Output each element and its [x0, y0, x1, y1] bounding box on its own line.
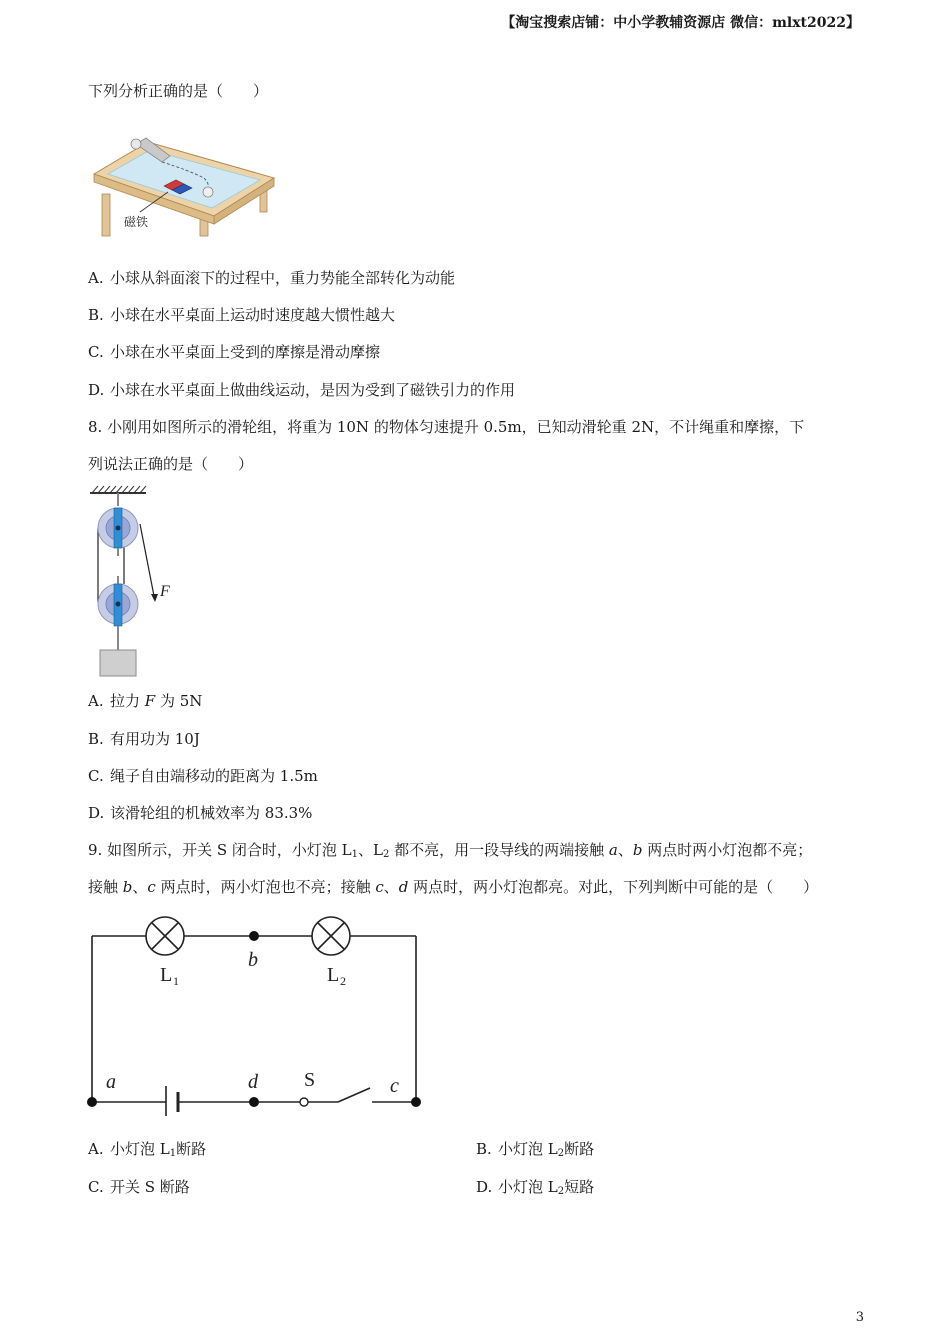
table-leg-left: [102, 194, 110, 236]
option-letter: A.: [88, 269, 104, 287]
label-s: S: [304, 1069, 316, 1091]
option-letter: D.: [88, 804, 105, 822]
node-b: [249, 931, 259, 941]
q7-option-d[interactable]: [88, 380, 515, 400]
option-letter: A.: [88, 692, 104, 710]
label-a: a: [106, 1071, 116, 1093]
label-l1: L: [160, 964, 173, 986]
q9-option-d[interactable]: D. 小灯泡 $L_2$短路: [476, 1178, 595, 1197]
option-letter: D.: [88, 381, 105, 399]
q8-option-a[interactable]: [88, 691, 202, 711]
node-c: [411, 1097, 421, 1107]
q8-stem-line1: 8. 小刚用如图所示的滑轮组，将重为 10N 的物体匀速提升 0.5m，已知动滑轮重 2N，不计绳重和摩擦，下: [88, 418, 805, 436]
option-text: 为 5N: [155, 692, 203, 710]
option-text: 小球在水平桌面上做曲线运动，是因为受到了磁铁引力的作用: [110, 381, 516, 399]
ball-end: [203, 187, 213, 197]
label-l2: L: [327, 964, 340, 986]
q7-option-b[interactable]: [88, 305, 395, 325]
q9-option-b[interactable]: B. 小灯泡 $L_2$断路: [476, 1140, 595, 1159]
rope-free-end: [140, 524, 154, 596]
ball-start: [131, 139, 141, 149]
q8-option-d[interactable]: [88, 803, 312, 823]
q7-option-c[interactable]: [88, 342, 380, 362]
label-l1-sub: 1: [173, 974, 179, 988]
option-letter: B.: [88, 730, 104, 748]
switch-lever: [338, 1088, 370, 1102]
option-text: 该滑轮组的机械效率为 83.3%: [110, 804, 313, 822]
option-letter: C.: [88, 343, 104, 361]
q9-stem-line1: 9. 如图所示，开关 S 闭合时，小灯泡 $L_1$、$L_2$ 都不亮，用一段导线的两端接触 a、b 两点时两小灯泡都不亮；: [88, 841, 813, 860]
label-d: d: [248, 1071, 258, 1093]
q7-figure: [88, 132, 278, 238]
option-text: 有用功为 10J: [110, 730, 200, 748]
option-letter: C.: [88, 767, 104, 785]
option-text: 小球从斜面滚下的过程中，重力势能全部转化为动能: [110, 269, 456, 287]
ceiling-hatch: [92, 486, 146, 493]
label-b: b: [248, 949, 258, 971]
page-number: 3: [855, 1310, 864, 1325]
node-a: [87, 1097, 97, 1107]
q8-option-c[interactable]: [88, 766, 318, 786]
page-header: 【淘宝搜索店铺：中小学教辅资源店 微信：mlxt2022】: [501, 15, 860, 31]
switch-pivot: [300, 1098, 308, 1106]
force-arrow-head: [151, 594, 158, 602]
q9-stem-line2: 接触 b、c 两点时，两小灯泡也不亮；接触 c、d 两点时，两小灯泡都亮。对此，下列判断中可能的是（ ）: [88, 878, 819, 896]
q7-stem: 下列分析正确的是（ ）: [88, 82, 269, 100]
option-text: 小球在水平桌面上受到的摩擦是滑动摩擦: [110, 343, 381, 361]
q7-option-a[interactable]: [88, 268, 455, 288]
q9-option-a[interactable]: A. 小灯泡 $L_1$断路: [88, 1140, 207, 1159]
label-l2-sub: 2: [340, 974, 346, 988]
weight-block: [100, 650, 136, 676]
q9-option-c[interactable]: C. 开关 S 断路: [88, 1178, 190, 1196]
q8-option-b[interactable]: [88, 729, 200, 749]
option-text: 拉力: [110, 692, 145, 710]
option-var: F: [144, 692, 156, 710]
q8-pulley-figure: [88, 484, 188, 680]
label-c: c: [390, 1075, 399, 1097]
force-label: F: [160, 583, 170, 600]
option-text: 绳子自由端移动的距离为 1.5m: [110, 767, 318, 785]
q9-circuit-diagram: [80, 910, 430, 1116]
option-text: 小球在水平桌面上运动时速度越大惯性越大: [110, 306, 396, 324]
node-d: [249, 1097, 259, 1107]
magnet-label: 磁铁: [124, 215, 149, 229]
option-letter: B.: [88, 306, 104, 324]
q8-stem-line2: 列说法正确的是（ ）: [88, 455, 254, 473]
